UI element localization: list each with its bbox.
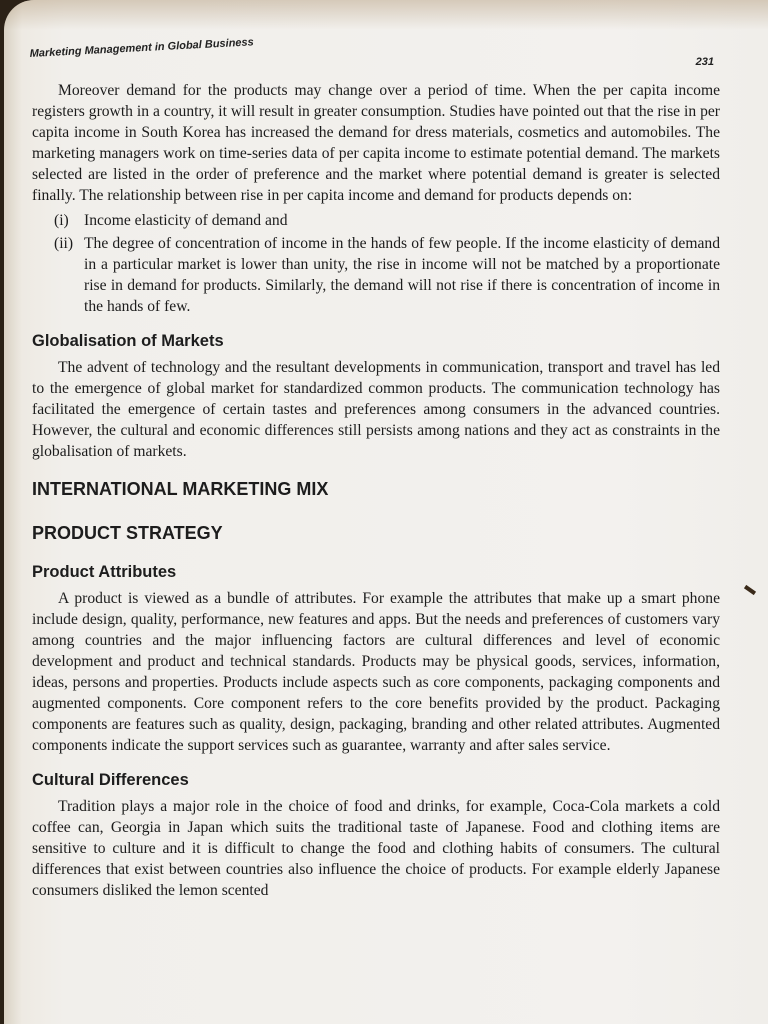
page-top-shadow — [4, 0, 768, 30]
list-item — [32, 210, 720, 231]
list-text: Income elasticity of demand and — [84, 212, 288, 229]
book-page — [4, 0, 768, 1024]
paragraph-demand-change: Moreover demand for the products may change over a period of time. When the per capita income registers growth in a country, it will result in greater consumption. Studies have pointed out that the rise in per capita income in South Korea has increased the demand for dress materials, cosmetics and automobiles. The marketing managers work on time-series data of per capita income to estimate potential demand. The markets selected are listed in the order of preference and the market where potential demand is greater is selected finally. The relationship between rise in per capita income and demand for products depends on: — [32, 82, 720, 204]
demand-factors-list — [32, 210, 720, 317]
page-header — [29, 36, 720, 74]
list-item — [32, 233, 720, 317]
list-number: (ii) — [54, 235, 74, 252]
margin-mark — [744, 585, 756, 595]
list-number: (i) — [54, 212, 69, 229]
paragraph-product-attributes: A product is viewed as a bundle of attributes. For example the attributes that make up a smart phone include design, quality, performance, new features and apps. But the needs and preferences of customers vary among countries and the major influencing factors are cultural differences and level of economic development and product and technical standards. Products may be physical goods, services, information, ideas, persons and properties. Products include aspects such as core components, packaging components and augmented components. Core component refers to the core benefits provided by the product. Packaging components are features such as quality, design, packaging, branding and other related attributes. Augmented components indicate the support services such as guarantee, warranty and after sales service. — [32, 590, 720, 754]
paragraph-cultural-differences: Tradition plays a major role in the choice of food and drinks, for example, Coca-Cola markets a cold coffee can, Georgia in Japan which suits the traditional taste of Japanese. Food and clothing items are sensitive to culture and it is difficult to change the food and clothing habits of consumers. The cultural differences that exist between countries also influence the choice of products. For example elderly Japanese consumers disliked the lemon scented — [32, 798, 720, 899]
list-text: The degree of concentration of income in the hands of few people. If the income elasticity of demand in a particular market is lower than unity, the rise in income will not be matched by a proportionate rise in demand for products. Similarly, the demand will not rise if there is concentration of income in the hands of few. — [84, 235, 720, 315]
heading-product-attributes: Product Attributes — [32, 563, 177, 581]
page-content — [32, 80, 720, 901]
heading-product-strategy: PRODUCT STRATEGY — [32, 523, 223, 543]
page-number: 231 — [695, 56, 714, 68]
heading-globalisation: Globalisation of Markets — [32, 332, 224, 350]
heading-international-marketing-mix: INTERNATIONAL MARKETING MIX — [32, 479, 329, 499]
running-title: Marketing Management in Global Business — [29, 36, 255, 60]
paragraph-globalisation: The advent of technology and the resultant developments in communication, transport and travel has led to the emergence of global market for standardized common products. The communication technology has facilitated the emergence of certain tastes and preferences among consumers in the advanced countries. However, the cultural and economic differences still persists among nations and they act as constraints in the globalisation of markets. — [32, 359, 720, 460]
heading-cultural-differences: Cultural Differences — [32, 771, 189, 789]
